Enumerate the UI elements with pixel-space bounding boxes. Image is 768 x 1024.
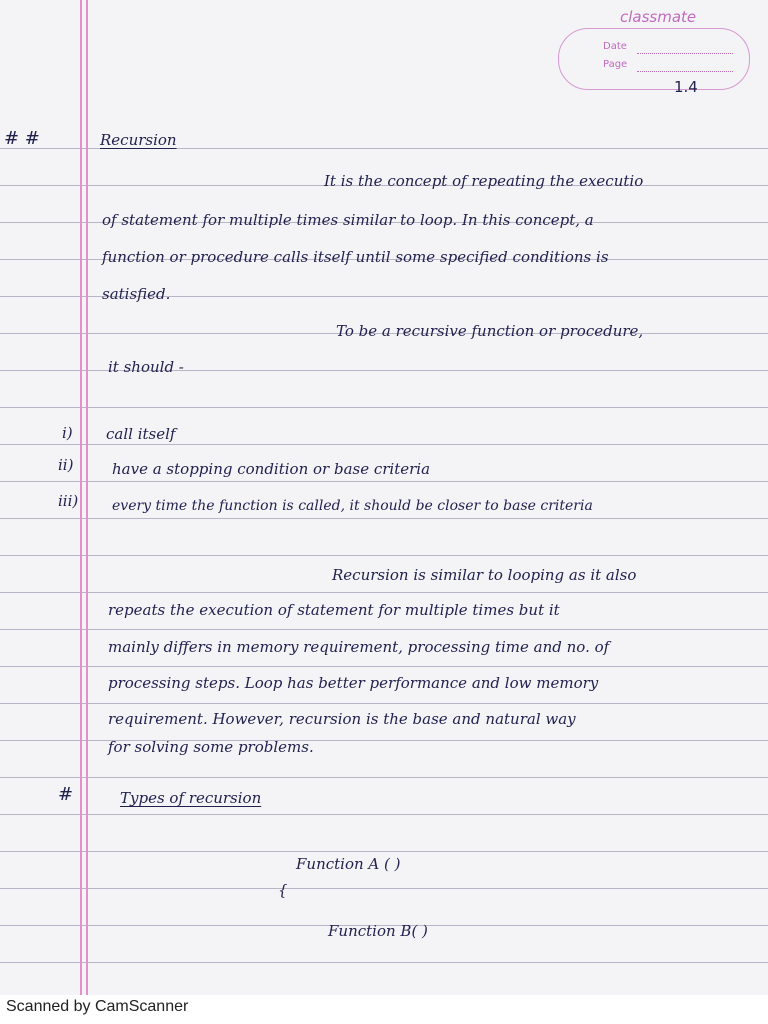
list-marker: ii) <box>58 456 74 474</box>
para2-line: To be a recursive function or procedure, <box>336 322 644 340</box>
list-item: have a stopping condition or base criteria <box>112 460 431 478</box>
brand-logo: classmate <box>620 8 697 26</box>
list-marker: iii) <box>58 492 79 510</box>
para3-line: requirement. However, recursion is the base and natural way <box>108 710 576 728</box>
page-label: Page <box>603 59 628 70</box>
margin-line <box>86 0 88 995</box>
code-line: Function A ( ) <box>296 855 401 873</box>
heading-marker: # # <box>4 128 40 149</box>
date-label: Date <box>603 41 627 52</box>
para3-line: processing steps. Loop has better performance and low memory <box>108 674 599 692</box>
scanner-watermark: Scanned by CamScanner <box>6 998 189 1015</box>
page-number: 1.4 <box>674 78 698 96</box>
heading-recursion: Recursion <box>100 131 177 149</box>
para2-line: it should - <box>108 358 184 376</box>
para3-line: Recursion is similar to looping as it also <box>332 566 637 584</box>
date-blank <box>637 53 733 54</box>
para1-line: It is the concept of repeating the executio <box>324 172 644 190</box>
margin-line <box>80 0 82 995</box>
para3-line: repeats the execution of statement for multiple times but it <box>108 601 560 619</box>
heading-marker: # <box>58 784 74 805</box>
code-line: Function B( ) <box>328 922 428 940</box>
para3-line: for solving some problems. <box>108 738 314 756</box>
code-line: { <box>278 881 288 899</box>
para1-line: function or procedure calls itself until some specified conditions is <box>102 248 609 266</box>
heading-types-of-recursion: Types of recursion <box>120 789 262 807</box>
page-blank <box>637 71 733 72</box>
date-page-box <box>558 28 750 90</box>
list-item: call itself <box>106 425 176 443</box>
para1-line: of statement for multiple times similar to loop. In this concept, a <box>102 211 594 229</box>
para1-line: satisfied. <box>102 285 171 303</box>
list-marker: i) <box>62 424 73 442</box>
list-item: every time the function is called, it should be closer to base criteria <box>112 498 593 514</box>
para3-line: mainly differs in memory requirement, processing time and no. of <box>108 638 610 656</box>
